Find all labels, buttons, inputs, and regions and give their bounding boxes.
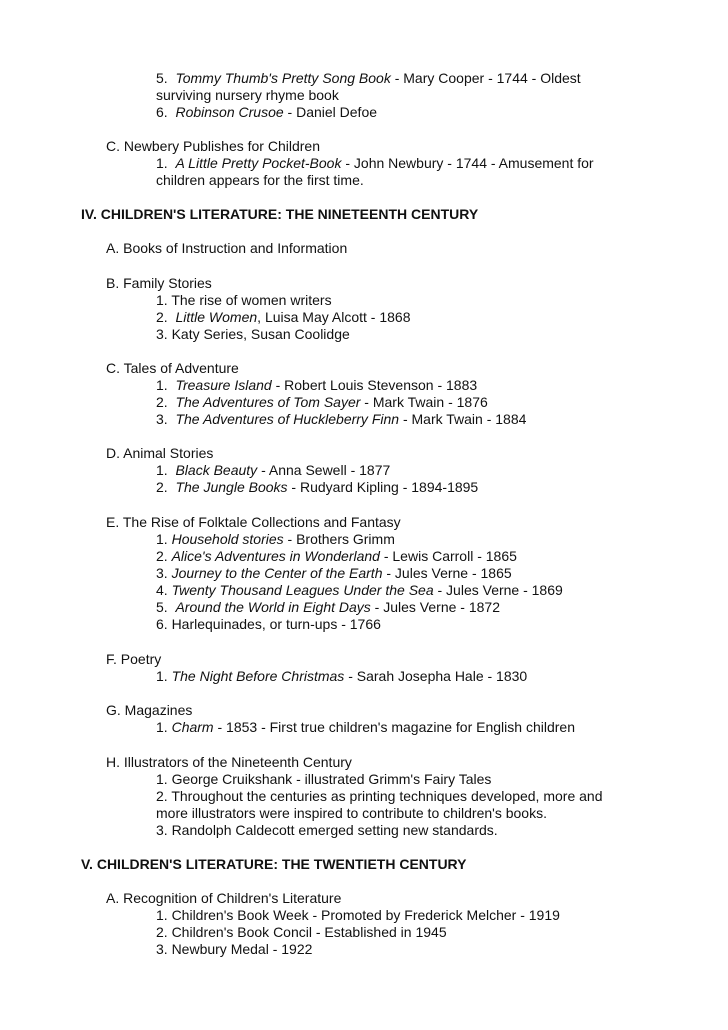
- subsection-heading: F. Poetry: [106, 651, 162, 667]
- book-title: Journey to the Center of the Earth: [171, 565, 383, 581]
- book-title: A Little Pretty Pocket-Book: [175, 155, 342, 171]
- book-title: Charm: [171, 719, 214, 735]
- subsection-heading: C. Tales of Adventure: [106, 360, 239, 376]
- subsection-heading: E. The Rise of Folktale Collections and Fantasy: [106, 514, 401, 530]
- list-item: 5. Around the World in Eight Days - Jules Verne - 1872: [156, 599, 500, 615]
- list-item: 2. The Jungle Books - Rudyard Kipling - 1894-1895: [156, 479, 479, 495]
- list-item: 1. A Little Pretty Pocket-Book - John Newbury - 1744 - Amusement for: [156, 155, 594, 171]
- list-item: 2. Children's Book Concil - Established in 1945: [156, 924, 447, 940]
- list-item: 2. The Adventures of Tom Sayer - Mark Twain - 1876: [156, 394, 488, 410]
- list-item: 3. The Adventures of Huckleberry Finn - Mark Twain - 1884: [156, 411, 527, 427]
- book-title: The Adventures of Tom Sayer: [175, 394, 361, 410]
- list-item: 3. Randolph Caldecott emerged setting new standards.: [156, 822, 498, 838]
- book-title: Around the World in Eight Days: [175, 599, 371, 615]
- list-item: 4. Twenty Thousand Leagues Under the Sea - Jules Verne - 1869: [156, 582, 563, 598]
- book-title: Little Women: [175, 309, 258, 325]
- list-item: 2. Alice's Adventures in Wonderland - Lewis Carroll - 1865: [156, 548, 517, 564]
- list-item: 2. Little Women, Luisa May Alcott - 1868: [156, 309, 411, 325]
- list-item: 1. George Cruikshank - illustrated Grimm's Fairy Tales: [156, 771, 492, 787]
- list-item: 3. Katy Series, Susan Coolidge: [156, 326, 350, 342]
- list-item-continuation: children appears for the first time.: [156, 172, 364, 188]
- list-item: 1. Black Beauty - Anna Sewell - 1877: [156, 462, 391, 478]
- book-title: The Adventures of Huckleberry Finn: [175, 411, 400, 427]
- book-title: Black Beauty: [175, 462, 258, 478]
- subsection-heading: C. Newbery Publishes for Children: [106, 138, 320, 154]
- subsection-heading: A. Recognition of Children's Literature: [106, 890, 342, 906]
- book-title: The Jungle Books: [175, 479, 288, 495]
- list-item: 1. Household stories - Brothers Grimm: [156, 531, 395, 547]
- section-heading: IV. CHILDREN'S LITERATURE: THE NINETEENTH CENTURY: [81, 206, 479, 222]
- subsection-heading: H. Illustrators of the Nineteenth Century: [106, 754, 352, 770]
- list-item: 1. Charm - 1853 - First true children's magazine for English children: [156, 719, 575, 735]
- subsection-heading: B. Family Stories: [106, 275, 212, 291]
- subsection-heading: D. Animal Stories: [106, 445, 214, 461]
- book-title: Household stories: [171, 531, 284, 547]
- list-item-continuation: more illustrators were inspired to contribute to children's books.: [156, 805, 547, 821]
- list-item: 1. Children's Book Week - Promoted by Frederick Melcher - 1919: [156, 907, 560, 923]
- list-item: 3. Newbury Medal - 1922: [156, 941, 313, 957]
- list-item-continuation: surviving nursery rhyme book: [156, 87, 339, 103]
- section-heading: V. CHILDREN'S LITERATURE: THE TWENTIETH CENTURY: [81, 856, 467, 872]
- list-item: 5. Tommy Thumb's Pretty Song Book - Mary Cooper - 1744 - Oldest: [156, 70, 581, 86]
- list-item: 6. Robinson Crusoe - Daniel Defoe: [156, 104, 378, 120]
- list-item: 6. Harlequinades, or turn-ups - 1766: [156, 616, 381, 632]
- list-item: 2. Throughout the centuries as printing techniques developed, more and: [156, 788, 603, 804]
- list-item: 3. Journey to the Center of the Earth - Jules Verne - 1865: [156, 565, 512, 581]
- list-item: 1. The rise of women writers: [156, 292, 332, 308]
- list-item: 1. Treasure Island - Robert Louis Stevenson - 1883: [156, 377, 478, 393]
- book-title: Robinson Crusoe: [175, 104, 284, 120]
- book-title: Alice's Adventures in Wonderland: [171, 548, 380, 564]
- subsection-heading: A. Books of Instruction and Information: [106, 240, 348, 256]
- book-title: Tommy Thumb's Pretty Song Book: [175, 70, 391, 86]
- subsection-heading: G. Magazines: [106, 702, 193, 718]
- book-title: Twenty Thousand Leagues Under the Sea: [171, 582, 434, 598]
- book-title: The Night Before Christmas: [171, 668, 345, 684]
- list-item: 1. The Night Before Christmas - Sarah Josepha Hale - 1830: [156, 668, 528, 684]
- book-title: Treasure Island: [175, 377, 272, 393]
